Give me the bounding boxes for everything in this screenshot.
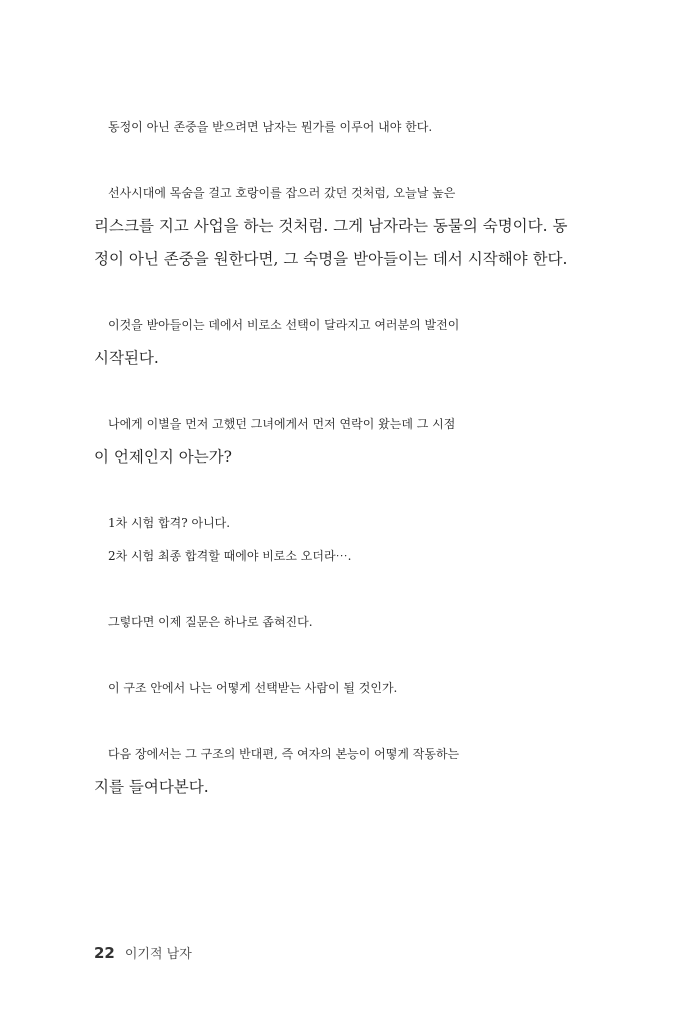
paragraph: [94, 309, 594, 375]
paragraph-line: 이것을 받아들이는 데에서 비로소 선택이 달라지고 여러분의 발전이: [108, 318, 460, 332]
page-body: [94, 111, 594, 837]
paragraph-line: 리스크를 지고 사업을 하는 것처럼. 그게 남자라는 동물의 숙명이다. 동: [94, 217, 568, 235]
paragraph-line: 시작된다.: [94, 349, 159, 367]
paragraph-line: 다음 장에서는 그 구조의 반대편, 즉 여자의 본능이 어떻게 작동하는: [108, 747, 460, 761]
paragraph-line: 나에게 이별을 먼저 고했던 그녀에게서 먼저 연락이 왔는데 그 시점: [108, 417, 456, 431]
paragraph-line: 이 구조 안에서 나는 어떻게 선택받는 사람이 될 것인가.: [108, 681, 398, 695]
paragraph-line: 1차 시험 합격? 아니다.: [108, 516, 231, 530]
paragraph-line: 선사시대에 목숨을 걸고 호랑이를 잡으러 갔던 것처럼, 오늘날 높은: [108, 186, 456, 200]
paragraph: [94, 507, 594, 540]
paragraph-line: 그렇다면 이제 질문은 하나로 좁혀진다.: [108, 615, 313, 629]
paragraph: [94, 672, 594, 705]
running-title: 이기적 남자: [124, 947, 192, 962]
page-number: 22: [94, 944, 115, 962]
paragraph: [94, 111, 594, 144]
paragraph: [94, 540, 594, 573]
paragraph-line: 이 언제인지 아는가?: [94, 448, 232, 466]
paragraph-line: 동정이 아닌 존중을 받으려면 남자는 뭔가를 이루어 내야 한다.: [108, 120, 433, 134]
paragraph: [94, 738, 594, 804]
paragraph: [94, 177, 594, 276]
paragraph-line: 정이 아닌 존중을 원한다면, 그 숙명을 받아들이는 데서 시작해야 한다.: [94, 250, 568, 268]
paragraph-line: 2차 시험 최종 합격할 때에야 비로소 오더라⋯.: [108, 549, 352, 563]
paragraph-line: 지를 들여다본다.: [94, 778, 209, 796]
paragraph: [94, 606, 594, 639]
paragraph: [94, 408, 594, 474]
page-footer: [94, 943, 192, 962]
